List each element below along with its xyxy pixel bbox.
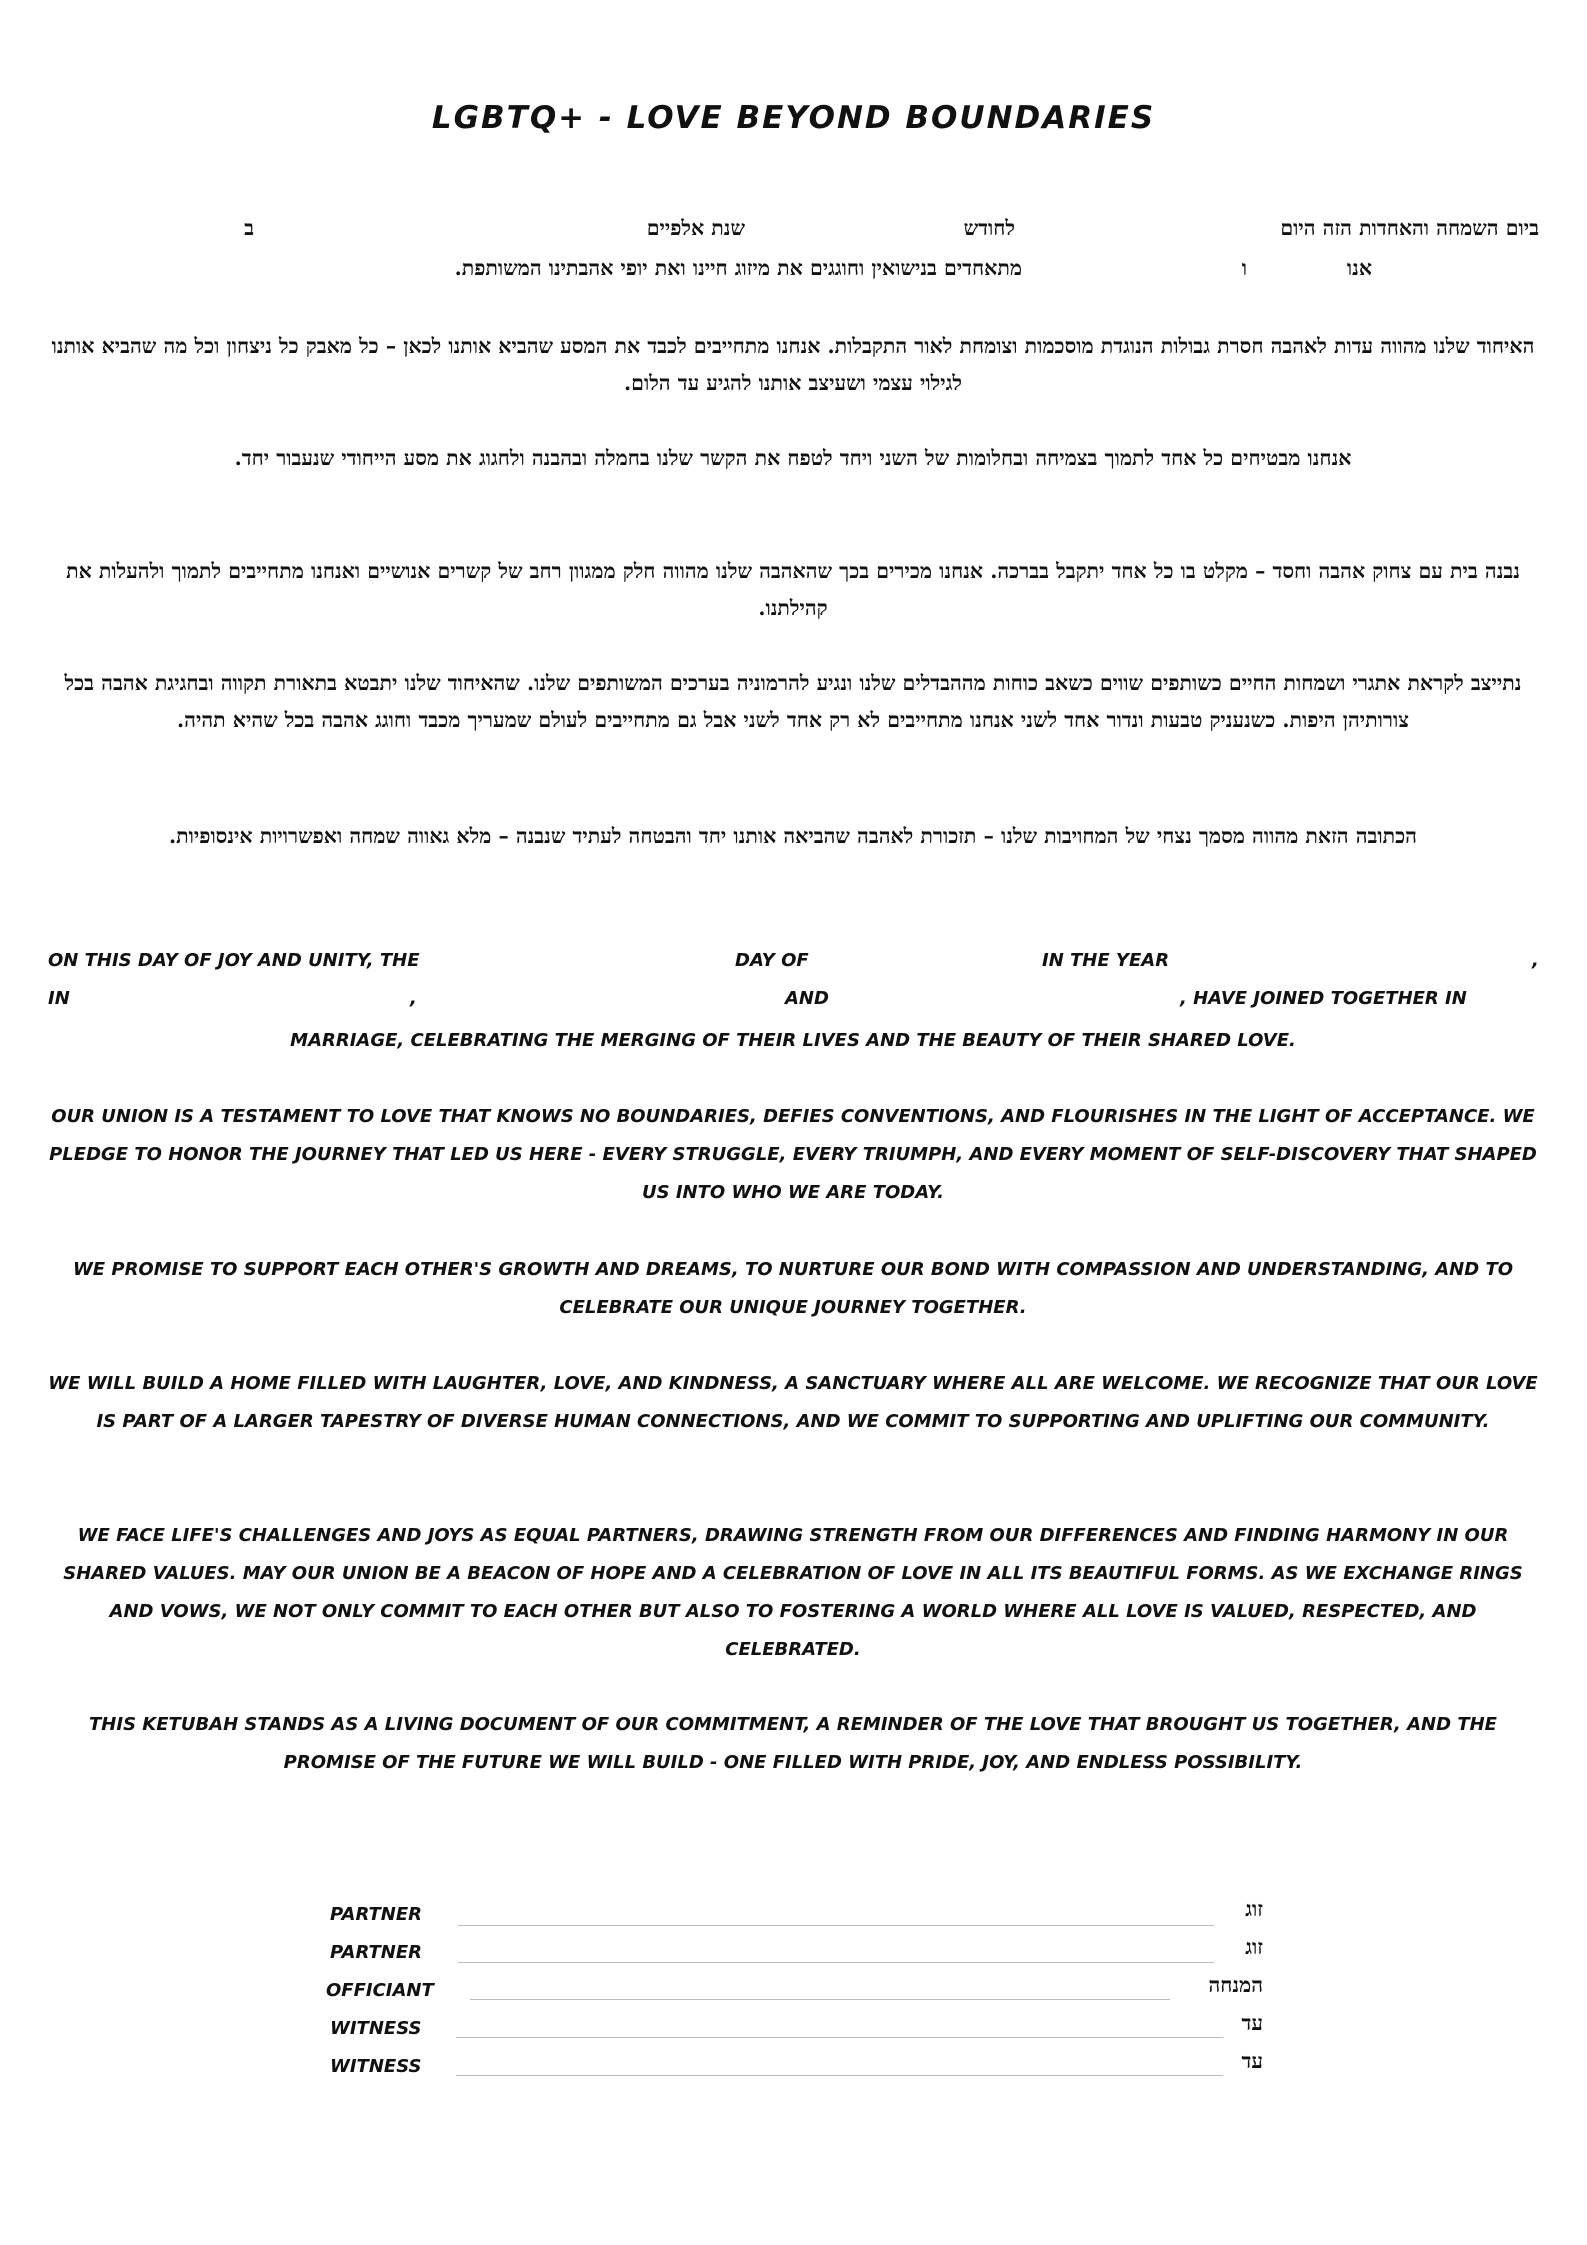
hebrew-line1-year: שנת אלפיים — [646, 216, 745, 240]
english-paragraph: WE WILL BUILD A HOME FILLED WITH LAUGHTER, LOVE, AND KINDNESS, A SANCTUARY WHERE ALL ARE WELCOME. WE RECOGNIZE THAT OUR LOVE IS PART OF A LARGER TAPESTRY OF DIVERSE HUMAN CONNECTIONS, AND WE COMMIT TO SUPPORTING AND UPLIFTING OUR COMMUNITY. — [48, 1373, 1538, 1432]
english-line2-end: , HAVE JOINED TOGETHER IN — [1180, 988, 1467, 1009]
english-line1-comma: , — [1532, 950, 1539, 971]
hebrew-paragraph: האיחוד שלנו מהווה עדות לאהבה חסרת גבולות הנוגדת מוסכמות וצומחת לאור התקבלות. אנחנו מתחייבים לכבד את המסע שהביא אותנו לכאן – כל מאבק כל ניצחון וכל מה שהביא אותנו לגילוי עצמי ושעיצב אותנו להגיע עד הלום. — [51, 334, 1535, 395]
english-paragraph: WE PROMISE TO SUPPORT EACH OTHER'S GROWTH AND DREAMS, TO NURTURE OUR BOND WITH COMPASSION AND UNDERSTANDING, AND TO CELEBRATE OUR UNIQUE JOURNEY TOGETHER. — [72, 1259, 1514, 1318]
hebrew-paragraph: נבנה בית עם צחוק אהבה וחסד – מקלט בו כל אחד יתקבל בברכה. אנחנו מכירים בכך שהאהבה שלנו מהווה חלק ממגוון רחב של קשרים אנושיים ואנחנו מתחייבים לתמוך ולהעלות את קהילתנו. — [66, 559, 1520, 620]
signature-label-en: WITNESS — [330, 2018, 422, 2039]
signature-label-he: עד — [1241, 2011, 1263, 2035]
hebrew-paragraph: נתייצב לקראת אתגרי ושמחות החיים כשותפים שווים כשאב כוחות מההבדלים שלנו ונגיע להרמוניה בערכים המשותפים שלנו. שהאיחוד שלנו יתבטא בתאורת תקווה ובחגיגת אהבה בכל צורותיהן היפות. כשנעניק טבעות ונדור אחד לשני אנחנו מתחייבים לא רק אחד לשני אבל גם מתחייבים לעולם שמעריך מכבד וחוגג אהבה בכל שהיא תהיה. — [64, 671, 1522, 732]
english-line2-in: IN — [48, 988, 70, 1009]
hebrew-line1-month: לחודש — [963, 216, 1015, 240]
signature-line-partner[interactable] — [458, 1962, 1214, 1963]
hebrew-line2-we: אנו — [1346, 256, 1372, 280]
signature-line-officiant[interactable] — [470, 1999, 1170, 2000]
hebrew-line2-and: ו — [1241, 256, 1247, 280]
signature-label-en: PARTNER — [330, 1904, 423, 1925]
signature-label-he: זוג — [1245, 1897, 1263, 1921]
signature-label-en: OFFICIANT — [326, 1980, 434, 2001]
english-line1-start: ON THIS DAY OF JOY AND UNITY, THE — [48, 950, 420, 971]
english-line2-comma: , — [410, 988, 417, 1009]
hebrew-line1-start: ביום השמחה והאחדות הזה היום — [1280, 216, 1539, 240]
signature-label-en: WITNESS — [330, 2056, 422, 2077]
english-line1-dayof: DAY OF — [735, 950, 809, 971]
hebrew-line1-bet: ב — [244, 216, 254, 240]
english-paragraph: WE FACE LIFE'S CHALLENGES AND JOYS AS EQUAL PARTNERS, DRAWING STRENGTH FROM OUR DIFFERENCES AND FINDING HARMONY IN OUR SHARED VALUES. MAY OUR UNION BE A BEACON OF HOPE AND A CELEBRATION OF LOVE IN ALL ITS BEAUTIFUL FORMS. AS WE EXCHANGE RINGS AND VOWS, WE NOT ONLY COMMIT TO EACH OTHER BUT ALSO TO FOSTERING A WORLD WHERE ALL LOVE IS VALUED, RESPECTED, AND CELEBRATED. — [63, 1525, 1523, 1660]
hebrew-paragraph: אנחנו מבטיחים כל אחד לתמוך בצמיחה ובחלומות של השני ויחד לטפח את הקשר שלנו בחמלה ובהבנה ולחגוג את מסע הייחודי שנעבור יחד. — [234, 446, 1352, 470]
hebrew-paragraph: הכתובה הזאת מהווה מסמך נצחי של המחויבות שלנו – תזכורת לאהבה שהביאה אותנו יחד והבטחה לעתיד שנבנה – מלא גאווה שמחה ואפשרויות אינסופיות. — [169, 824, 1417, 848]
hebrew-line2-rest: מתאחדים בנישואין וחוגגים את מיזוג חיינו ואת יופי אהבתינו המשותפת. — [454, 256, 1022, 280]
signature-label-en: PARTNER — [330, 1942, 423, 1963]
signature-label-he: עד — [1241, 2049, 1263, 2073]
english-line3: MARRIAGE, CELEBRATING THE MERGING OF THEIR LIVES AND THE BEAUTY OF THEIR SHARED LOVE. — [290, 1030, 1296, 1051]
english-line1-year: IN THE YEAR — [1042, 950, 1170, 971]
signature-line-witness[interactable] — [456, 2075, 1223, 2076]
document-title: LGBTQ+ - LOVE BEYOND BOUNDARIES — [431, 100, 1156, 136]
signature-line-partner[interactable] — [458, 1925, 1214, 1926]
signature-line-witness[interactable] — [456, 2037, 1223, 2038]
english-paragraph: OUR UNION IS A TESTAMENT TO LOVE THAT KNOWS NO BOUNDARIES, DEFIES CONVENTIONS, AND FLOURISHES IN THE LIGHT OF ACCEPTANCE. WE PLEDGE TO HONOR THE JOURNEY THAT LED US HERE - EVERY STRUGGLE, EVERY TRIUMPH, AND EVERY MOMENT OF SELF-DISCOVERY THAT SHAPED US INTO WHO WE ARE TODAY. — [49, 1106, 1537, 1203]
signature-label-he: המנחה — [1208, 1973, 1263, 1997]
english-paragraph: THIS KETUBAH STANDS AS A LIVING DOCUMENT OF OUR COMMITMENT, A REMINDER OF THE LOVE THAT BROUGHT US TOGETHER, AND THE PROMISE OF THE FUTURE WE WILL BUILD - ONE FILLED WITH PRIDE, JOY, AND ENDLESS POSSIBILITY. — [89, 1714, 1497, 1773]
signature-label-he: זוג — [1245, 1935, 1263, 1959]
english-line2-and: AND — [785, 988, 829, 1009]
